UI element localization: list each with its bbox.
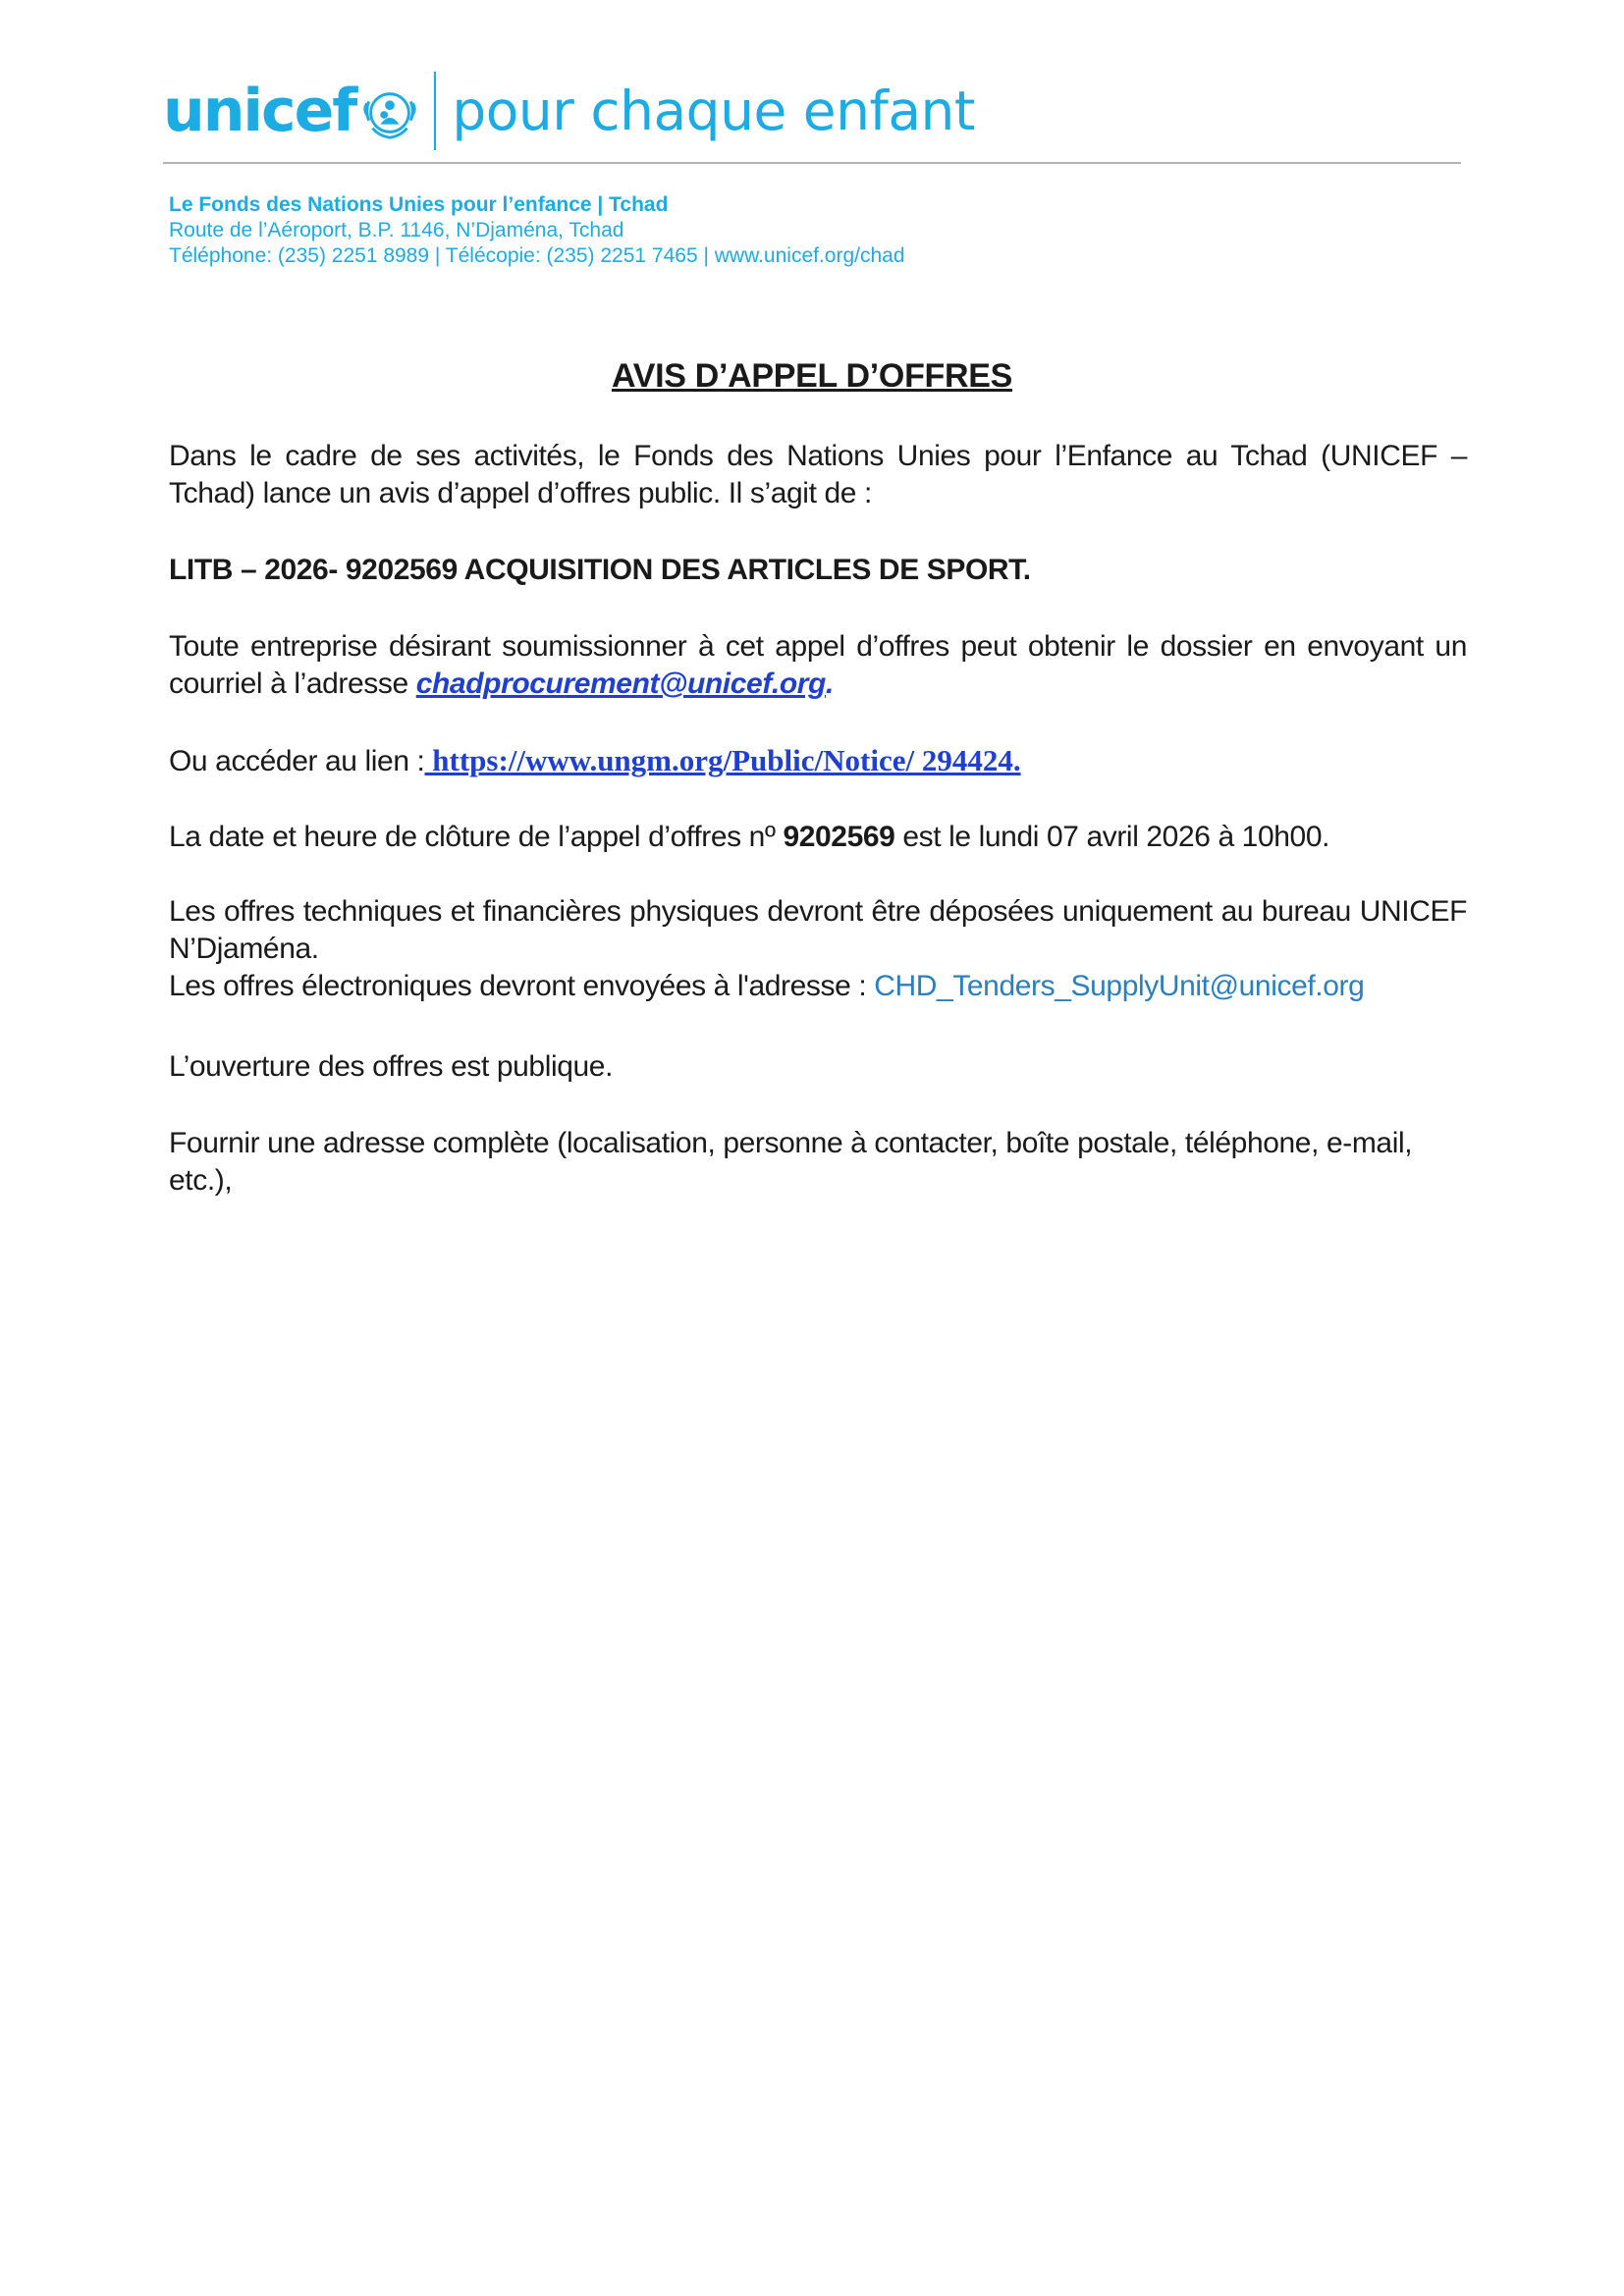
org-contact: Téléphone: (235) 2251 8989 | Télécopie: (235) 2251 7465 | www.unicef.org/chad [169, 244, 905, 267]
logo-separator [434, 72, 436, 150]
electronic-offers-text: Les offres électroniques devront envoyées à l'adresse : [169, 970, 875, 1002]
obtain-paragraph [169, 628, 1467, 703]
closing-before: La date et heure de clôture de l’appel d’offres nº [169, 821, 784, 853]
closing-after: est le lundi 07 avril 2026 à 10h00. [894, 821, 1330, 853]
header-logo [163, 69, 975, 153]
tagline: pour chaque enfant [452, 79, 975, 142]
ungm-notice-link[interactable]: https://www.ungm.org/Public/Notice/ 294424. [424, 743, 1021, 777]
physical-offers-text: Les offres techniques et financières physiques devront être déposées uniquement au bureau UNICEF N’Djaména. [169, 895, 1467, 965]
unicef-wordmark: unicef [163, 77, 356, 145]
procurement-email-link[interactable]: chadprocurement@unicef.org [415, 667, 826, 700]
header-divider [163, 162, 1461, 164]
address-request-paragraph: Fournir une adresse complète (localisation, personne à contacter, boîte postale, téléphone, e-mail, etc.), [169, 1127, 1413, 1197]
electronic-offers-line [169, 968, 1467, 1005]
link-paragraph [169, 742, 1467, 780]
closing-paragraph [169, 819, 1467, 856]
offers-paragraph [169, 893, 1467, 1005]
org-contact-block [169, 192, 905, 269]
link-text: Ou accéder au lien : [169, 745, 425, 777]
tender-number: 9202569 [783, 821, 895, 853]
org-name: Le Fonds des Nations Unies pour l’enfance | Tchad [169, 193, 669, 216]
tenders-email-link[interactable]: CHD_Tenders_SupplyUnit@unicef.org [874, 970, 1365, 1002]
intro-paragraph: Dans le cadre de ses activités, le Fonds des Nations Unies pour l’Enfance au Tchad (UNICEF – Tchad) lance un avis d’appel d’offres public. Il s’agit de : [169, 440, 1467, 509]
obtain-text: Toute entreprise désirant soumissionner à cet appel d’offres peut obtenir le dossier en envoyant un courriel à l’adresse [169, 630, 1467, 700]
page-title: AVIS D’APPEL D’OFFRES [611, 357, 1013, 395]
org-address: Route de l’Aéroport, B.P. 1146, N’Djaména, Tchad [169, 219, 624, 241]
tender-reference: LITB – 2026- 9202569 ACQUISITION DES ARTICLES DE SPORT. [169, 554, 1031, 586]
obtain-suffix: . [825, 667, 834, 700]
opening-paragraph: L’ouverture des offres est publique. [169, 1050, 614, 1083]
un-emblem-icon [359, 82, 420, 143]
